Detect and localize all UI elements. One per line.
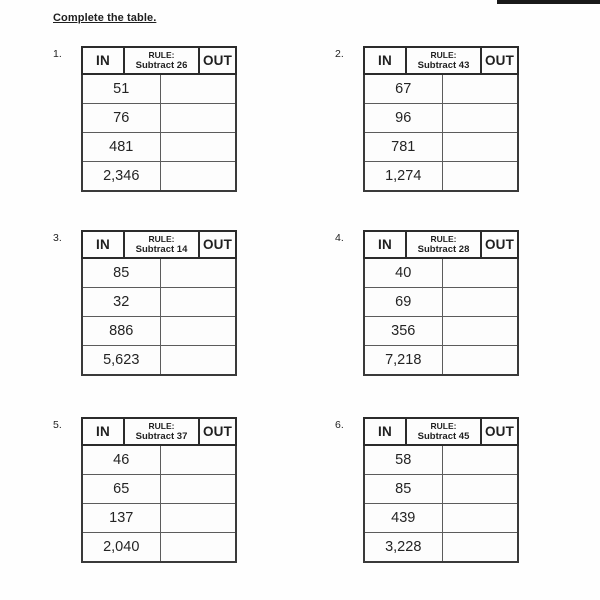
in-value-cell: 85 (82, 258, 160, 288)
out-answer-cell (442, 288, 518, 317)
out-header: OUT (199, 47, 236, 74)
rule-text-label: Subtract 28 (417, 243, 470, 255)
out-answer-cell (442, 162, 518, 192)
table-row (364, 133, 518, 162)
in-value-cell: 781 (364, 133, 442, 162)
table-row (82, 445, 236, 475)
rule-table-group (335, 230, 519, 376)
out-answer-cell (442, 504, 518, 533)
table-row (364, 317, 518, 346)
out-answer-cell (160, 258, 236, 288)
table-row (82, 533, 236, 563)
rule-header (406, 47, 481, 74)
table-header-row (82, 418, 236, 445)
out-answer-cell (160, 74, 236, 104)
out-answer-cell (442, 74, 518, 104)
table-row (82, 74, 236, 104)
rule-prefix-label: RULE: (430, 420, 457, 431)
out-header: OUT (481, 231, 518, 258)
out-header: OUT (481, 418, 518, 445)
out-answer-cell (160, 533, 236, 563)
in-out-rule-table (363, 417, 519, 563)
table-row (82, 133, 236, 162)
in-value-cell: 69 (364, 288, 442, 317)
table-row (364, 475, 518, 504)
table-row (82, 475, 236, 504)
rule-text-label: Subtract 43 (417, 59, 470, 71)
out-answer-cell (160, 445, 236, 475)
out-answer-cell (442, 104, 518, 133)
out-answer-cell (160, 288, 236, 317)
in-value-cell: 1,274 (364, 162, 442, 192)
out-answer-cell (442, 445, 518, 475)
rule-header (406, 231, 481, 258)
out-answer-cell (160, 162, 236, 192)
top-right-dark-bar (497, 0, 600, 4)
table-number-label: 5. (53, 419, 62, 431)
rule-text-label: Subtract 26 (135, 59, 188, 71)
in-value-cell: 7,218 (364, 346, 442, 376)
rule-table-group (53, 417, 237, 563)
in-value-cell: 65 (82, 475, 160, 504)
table-row (364, 162, 518, 192)
in-out-rule-table (363, 46, 519, 192)
worksheet-instruction: Complete the table. (53, 12, 157, 24)
table-header-row (364, 231, 518, 258)
table-header-row (82, 231, 236, 258)
in-out-rule-table (363, 230, 519, 376)
table-row (364, 74, 518, 104)
table-row (82, 162, 236, 192)
table-row (82, 104, 236, 133)
in-value-cell: 356 (364, 317, 442, 346)
in-value-cell: 2,040 (82, 533, 160, 563)
table-number-label: 4. (335, 232, 344, 244)
in-value-cell: 85 (364, 475, 442, 504)
out-answer-cell (160, 104, 236, 133)
out-answer-cell (160, 475, 236, 504)
rule-header (124, 231, 199, 258)
table-number-label: 3. (53, 232, 62, 244)
in-header: IN (364, 47, 406, 74)
table-row (82, 346, 236, 376)
in-value-cell: 3,228 (364, 533, 442, 563)
out-answer-cell (442, 533, 518, 563)
in-out-rule-table (81, 46, 237, 192)
out-answer-cell (442, 346, 518, 376)
in-value-cell: 137 (82, 504, 160, 533)
in-value-cell: 96 (364, 104, 442, 133)
table-row (364, 346, 518, 376)
table-row (82, 288, 236, 317)
rule-text-label: Subtract 14 (135, 243, 188, 255)
out-answer-cell (442, 258, 518, 288)
in-value-cell: 2,346 (82, 162, 160, 192)
out-answer-cell (442, 317, 518, 346)
rule-text-label: Subtract 45 (417, 430, 470, 442)
in-value-cell: 46 (82, 445, 160, 475)
out-answer-cell (160, 504, 236, 533)
rule-header (124, 418, 199, 445)
table-row (364, 533, 518, 563)
table-header-row (82, 47, 236, 74)
out-header: OUT (199, 418, 236, 445)
in-value-cell: 58 (364, 445, 442, 475)
in-value-cell: 886 (82, 317, 160, 346)
in-value-cell: 76 (82, 104, 160, 133)
table-row (364, 288, 518, 317)
out-answer-cell (160, 346, 236, 376)
in-header: IN (82, 231, 124, 258)
rule-table-group (53, 230, 237, 376)
table-row (82, 504, 236, 533)
rule-prefix-label: RULE: (430, 49, 457, 60)
table-row (364, 104, 518, 133)
table-header-row (364, 47, 518, 74)
table-number-label: 6. (335, 419, 344, 431)
table-number-label: 2. (335, 48, 344, 60)
table-row (82, 317, 236, 346)
out-answer-cell (442, 133, 518, 162)
out-header: OUT (199, 231, 236, 258)
in-header: IN (82, 418, 124, 445)
in-value-cell: 40 (364, 258, 442, 288)
table-row (82, 258, 236, 288)
out-header: OUT (481, 47, 518, 74)
in-header: IN (364, 418, 406, 445)
table-row (364, 504, 518, 533)
table-header-row (364, 418, 518, 445)
in-value-cell: 481 (82, 133, 160, 162)
rule-prefix-label: RULE: (148, 49, 175, 60)
in-header: IN (82, 47, 124, 74)
in-header: IN (364, 231, 406, 258)
out-answer-cell (160, 133, 236, 162)
table-row (364, 258, 518, 288)
rule-prefix-label: RULE: (430, 233, 457, 244)
in-value-cell: 439 (364, 504, 442, 533)
table-number-label: 1. (53, 48, 62, 60)
rule-text-label: Subtract 37 (135, 430, 188, 442)
rule-table-group (53, 46, 237, 192)
out-answer-cell (442, 475, 518, 504)
rule-header (124, 47, 199, 74)
in-value-cell: 5,623 (82, 346, 160, 376)
in-out-rule-table (81, 417, 237, 563)
rule-header (406, 418, 481, 445)
rule-table-group (335, 417, 519, 563)
table-row (364, 445, 518, 475)
in-value-cell: 67 (364, 74, 442, 104)
rule-table-group (335, 46, 519, 192)
rule-prefix-label: RULE: (148, 420, 175, 431)
rule-prefix-label: RULE: (148, 233, 175, 244)
in-value-cell: 51 (82, 74, 160, 104)
out-answer-cell (160, 317, 236, 346)
in-out-rule-table (81, 230, 237, 376)
in-value-cell: 32 (82, 288, 160, 317)
